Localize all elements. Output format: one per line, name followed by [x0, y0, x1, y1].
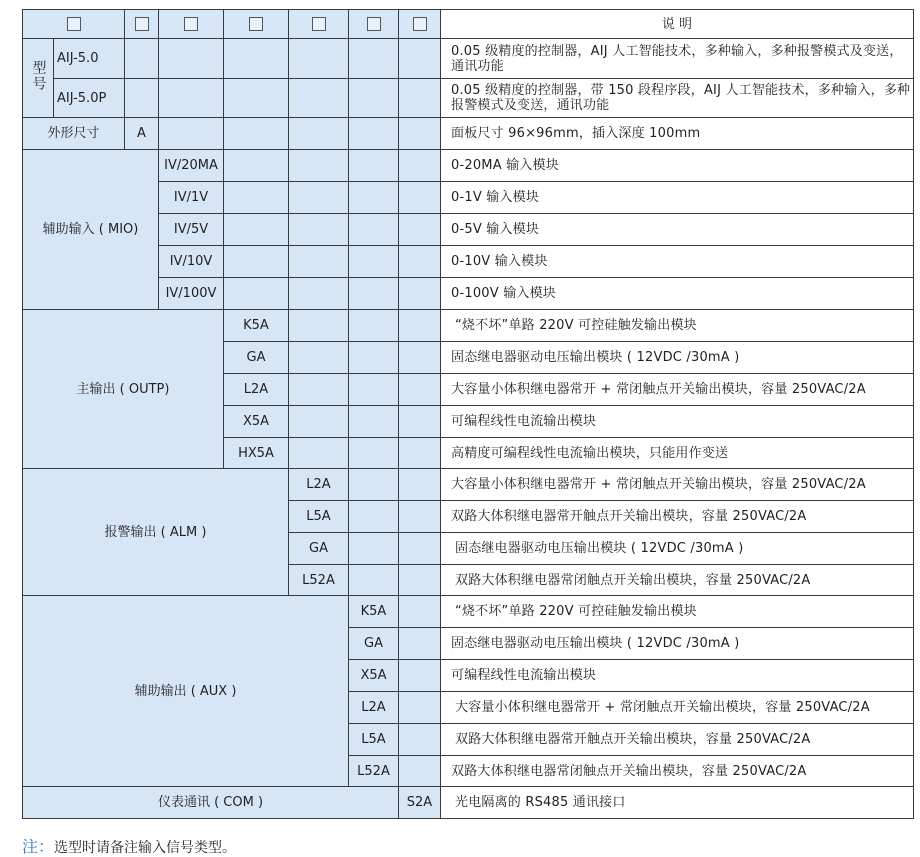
outp-label: 主输出 ( OUTP): [23, 310, 224, 469]
aux-label: 辅助输出 ( AUX ): [23, 596, 349, 787]
table-row: [23, 596, 914, 628]
model-desc: 0.05 级精度的控制器，AIJ 人工智能技术，多种输入，多种报警模式及变送，通讯功能: [441, 39, 914, 79]
com-desc: 光电隔离的 RS485 通讯接口: [441, 787, 914, 819]
outp-code: GA: [224, 342, 289, 374]
mio-desc: 0-1V 输入模块: [441, 182, 914, 214]
alm-desc: 双路大体积继电器常闭触点开关输出模块，容量 250VAC/2A: [441, 565, 914, 596]
aux-code: L5A: [349, 724, 399, 756]
outp-desc: 固态继电器驱动电压输出模块 ( 12VDC /30mA ): [441, 342, 914, 374]
code-box-4: [224, 10, 289, 39]
mio-code: IV/1V: [159, 182, 224, 214]
code-box-5: [289, 10, 349, 39]
mio-label: 辅助输入 ( MIO): [23, 150, 159, 310]
note-text: 选型时请备注输入信号类型。: [54, 840, 237, 856]
alm-code: GA: [289, 533, 349, 565]
table-row: [23, 469, 914, 501]
model-selection-table: [22, 9, 914, 819]
table-row: [23, 310, 914, 342]
aux-desc: 固态继电器驱动电压输出模块 ( 12VDC /30mA ): [441, 628, 914, 660]
code-box-6: [349, 10, 399, 39]
mio-desc: 0-20MA 输入模块: [441, 150, 914, 182]
outp-desc: 大容量小体积继电器常开 + 常闭触点开关输出模块，容量 250VAC/2A: [441, 374, 914, 406]
alm-code: L5A: [289, 501, 349, 533]
outline-label: 外形尺寸: [23, 118, 125, 150]
outline-desc: 面板尺寸 96×96mm，插入深度 100mm: [441, 118, 914, 150]
outp-code: HX5A: [224, 438, 289, 469]
aux-desc: 双路大体积继电器常开触点开关输出模块，容量 250VAC/2A: [441, 724, 914, 756]
model-code: AIJ-5.0P: [54, 79, 125, 118]
model-code: AIJ-5.0: [54, 39, 125, 79]
alm-code: L2A: [289, 469, 349, 501]
mio-desc: 0-5V 输入模块: [441, 214, 914, 246]
mio-code: IV/100V: [159, 278, 224, 310]
note-label: 注：: [22, 837, 55, 856]
aux-code: GA: [349, 628, 399, 660]
alm-desc: 大容量小体积继电器常开 + 常闭触点开关输出模块，容量 250VAC/2A: [441, 469, 914, 501]
table-row: [23, 787, 914, 819]
outp-desc: 高精度可编程线性电流输出模块，只能用作变送: [441, 438, 914, 469]
header-row: [23, 10, 914, 39]
alm-desc: 固态继电器驱动电压输出模块 ( 12VDC /30mA ): [441, 533, 914, 565]
alm-label: 报警输出 ( ALM ): [23, 469, 289, 596]
table-row: [23, 79, 914, 118]
desc-header: 说 明: [441, 10, 914, 39]
cut-off-title: [60, 0, 140, 2]
aux-desc: 可编程线性电流输出模块: [441, 660, 914, 692]
outp-code: X5A: [224, 406, 289, 438]
mio-code: IV/10V: [159, 246, 224, 278]
outp-code: L2A: [224, 374, 289, 406]
mio-code: IV/20MA: [159, 150, 224, 182]
code-box-3: [159, 10, 224, 39]
outp-desc: “烧不坏”单路 220V 可控硅触发输出模块: [441, 310, 914, 342]
aux-desc: 大容量小体积继电器常开 + 常闭触点开关输出模块，容量 250VAC/2A: [441, 692, 914, 724]
outline-code: A: [125, 118, 159, 150]
aux-code: L2A: [349, 692, 399, 724]
alm-code: L52A: [289, 565, 349, 596]
mio-code: IV/5V: [159, 214, 224, 246]
code-box-2: [125, 10, 159, 39]
alm-desc: 双路大体积继电器常开触点开关输出模块，容量 250VAC/2A: [441, 501, 914, 533]
mio-desc: 0-10V 输入模块: [441, 246, 914, 278]
table-row: [23, 150, 914, 182]
mio-desc: 0-100V 输入模块: [441, 278, 914, 310]
outp-desc: 可编程线性电流输出模块: [441, 406, 914, 438]
aux-desc: “烧不坏”单路 220V 可控硅触发输出模块: [441, 596, 914, 628]
aux-code: L52A: [349, 756, 399, 787]
aux-desc: 双路大体积继电器常闭触点开关输出模块，容量 250VAC/2A: [441, 756, 914, 787]
outp-code: K5A: [224, 310, 289, 342]
code-box-1: [23, 10, 125, 39]
com-code: S2A: [399, 787, 441, 819]
code-box-7: [399, 10, 441, 39]
model-desc: 0.05 级精度的控制器，带 150 段程序段，AIJ 人工智能技术，多种输入，多种报警模式及变送，通讯功能: [441, 79, 914, 118]
com-label: 仪表通讯 ( COM ): [23, 787, 399, 819]
aux-code: K5A: [349, 596, 399, 628]
table-row: [23, 39, 914, 79]
aux-code: X5A: [349, 660, 399, 692]
table-row: [23, 118, 914, 150]
model-group-label: 型号: [23, 39, 54, 118]
